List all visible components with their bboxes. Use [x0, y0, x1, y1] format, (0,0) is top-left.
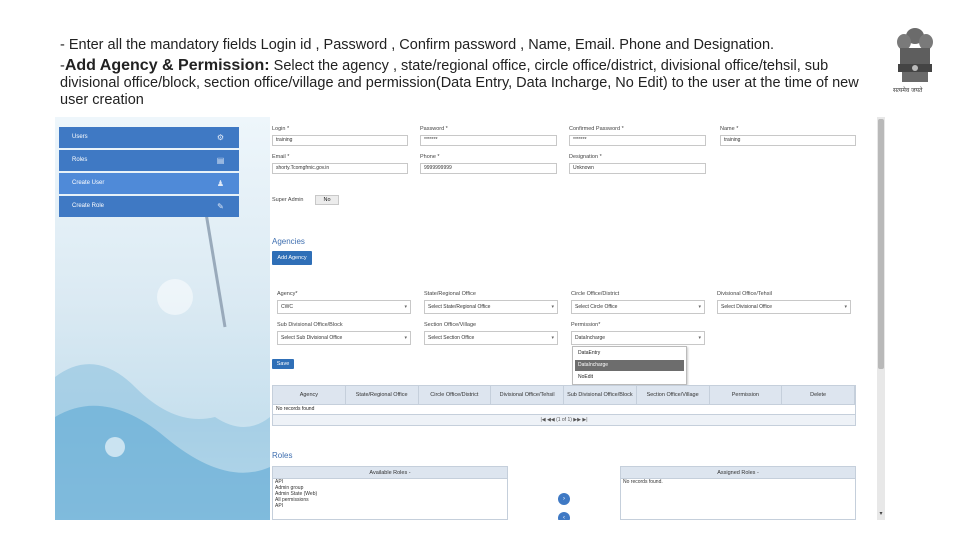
sidebar-item-label: Create Role — [72, 203, 105, 209]
name-field[interactable]: training — [720, 135, 856, 146]
sidebar — [59, 127, 239, 219]
column-header-agency[interactable]: Agency — [273, 386, 346, 404]
password-field[interactable]: ******* — [420, 135, 557, 146]
section-office-value: Select Section Office — [428, 335, 475, 341]
chevron-down-icon: ▾ — [551, 304, 554, 310]
sub-divisional-label: Sub Divisional Office/Block — [277, 322, 343, 328]
list-item[interactable]: API — [275, 479, 284, 485]
heading-prefix: - — [60, 58, 65, 74]
state-office-value: Select State/Regional Office — [428, 304, 491, 310]
available-roles-list[interactable] — [272, 466, 508, 520]
super-admin-label: Super Admin — [272, 197, 304, 203]
person-icon: ♟ — [216, 179, 225, 188]
circle-office-label: Circle Office/District — [571, 291, 620, 297]
circle-office-select[interactable] — [571, 300, 705, 314]
divisional-office-select[interactable] — [717, 300, 851, 314]
table-header — [272, 385, 856, 405]
chevron-down-icon: ▾ — [698, 304, 701, 310]
save-button[interactable]: Save — [272, 359, 294, 369]
instruction-body: Select the agency , state/regional office, circle office/district, divisional office/tehsil, sub divisional office/block, section office/village and permission(Data Entry, Data Incharge, No Edit) to the user at the time of new user creation — [60, 58, 859, 108]
confirm-password-field[interactable]: ******* — [569, 135, 706, 146]
sidebar-item-label: Users — [72, 134, 88, 140]
agency-label: Agency* — [277, 291, 298, 297]
chevron-down-icon: ▾ — [844, 304, 847, 310]
chevron-down-icon: ▾ — [404, 335, 407, 341]
section-office-label: Section Office/Village — [424, 322, 477, 328]
name-label: Name * — [720, 126, 739, 132]
list-item[interactable]: Admin State (Web) — [275, 491, 318, 497]
password-label: Password * — [420, 126, 448, 132]
phone-field[interactable]: 9999999999 — [420, 163, 557, 174]
sub-divisional-value: Select Sub Divisional Office — [281, 335, 343, 341]
roles-section-title: Roles — [272, 451, 293, 460]
move-right-button[interactable]: › — [558, 493, 570, 505]
email-field[interactable]: shorty.Tcomgfrnic.gov.in — [272, 163, 408, 174]
scrollbar-thumb[interactable] — [878, 119, 884, 369]
emblem-caption: सत्यमेव जयते — [893, 87, 923, 94]
sidebar-item-roles[interactable] — [59, 150, 239, 171]
national-emblem-icon — [890, 24, 940, 92]
permission-option-no-edit[interactable]: NoEdit — [578, 374, 594, 380]
state-office-select[interactable] — [424, 300, 558, 314]
circle-office-value: Select Circle Office — [575, 304, 618, 310]
permission-select[interactable] — [571, 331, 705, 345]
column-header-state-office[interactable]: State/Regional Office — [346, 386, 419, 404]
table-pager[interactable]: |◀ ◀◀ (1 of 1) ▶▶ ▶| — [272, 414, 856, 426]
sidebar-item-create-role[interactable] — [59, 196, 239, 217]
designation-label: Designation * — [569, 154, 602, 160]
state-office-label: State/Regional Office — [424, 291, 476, 297]
confirm-password-label: Confirmed Password * — [569, 126, 624, 132]
chevron-down-icon: ▾ — [698, 335, 701, 341]
users-icon: ⚙ — [216, 133, 225, 142]
instruction-heading: Add Agency & Permission: — [64, 57, 270, 74]
assigned-roles-empty: No records found. — [623, 479, 663, 485]
create-role-icon: ✎ — [217, 202, 224, 211]
list-item[interactable]: All permissions — [275, 497, 309, 503]
email-label: Email * — [272, 154, 290, 160]
divisional-office-label: Divisional Office/Tehsil — [717, 291, 772, 297]
main-panel — [270, 117, 877, 520]
agency-value: CWC — [281, 304, 293, 310]
column-header-section-office[interactable]: Section Office/Village — [637, 386, 710, 404]
permission-dropdown — [572, 346, 687, 385]
column-header-permission[interactable]: Permission — [710, 386, 783, 404]
super-admin-toggle[interactable]: No — [315, 195, 339, 205]
permission-label: Permission* — [571, 322, 601, 328]
section-office-select[interactable] — [424, 331, 558, 345]
table-empty-message: No records found — [272, 405, 856, 414]
add-agency-button[interactable]: Add Agency — [272, 251, 312, 265]
sidebar-item-users[interactable] — [59, 127, 239, 148]
list-item[interactable]: Admin group — [275, 485, 304, 491]
sidebar-item-create-user[interactable] — [59, 173, 239, 194]
column-header-sub-divisional-office[interactable]: Sub Divisional Office/Block — [564, 386, 637, 404]
app-screenshot — [55, 117, 885, 520]
sidebar-item-label: Roles — [72, 157, 88, 163]
sub-divisional-select[interactable] — [277, 331, 411, 345]
scroll-down-icon[interactable]: ▾ — [879, 511, 883, 517]
agencies-table — [272, 385, 856, 426]
move-left-button[interactable]: ‹ — [558, 512, 570, 520]
sidebar-item-label: Create User — [72, 180, 105, 186]
column-header-delete[interactable]: Delete — [782, 386, 855, 404]
permission-option-data-entry[interactable]: DataEntry — [578, 350, 601, 356]
roles-icon: ▤ — [216, 156, 225, 165]
column-header-divisional-office[interactable]: Divisional Office/Tehsil — [491, 386, 564, 404]
chevron-down-icon: ▾ — [551, 335, 554, 341]
slide-instructions — [60, 37, 880, 109]
phone-label: Phone * — [420, 154, 440, 160]
agency-select[interactable] — [277, 300, 411, 314]
divisional-office-value: Select Divisional Office — [721, 304, 773, 310]
login-label: Login * — [272, 126, 290, 132]
instruction-paragraph-2 — [60, 57, 880, 109]
column-header-circle-office[interactable]: Circle Office/District — [419, 386, 492, 404]
agencies-section-title: Agencies — [272, 237, 305, 246]
assigned-roles-list[interactable] — [620, 466, 856, 520]
designation-field[interactable]: Unknown — [569, 163, 706, 174]
assigned-roles-header: Assigned Roles - — [621, 467, 855, 479]
list-item[interactable]: API — [275, 503, 284, 509]
chevron-down-icon: ▾ — [404, 304, 407, 310]
permission-option-data-incharge[interactable]: DataIncharge — [575, 360, 684, 371]
available-roles-header: Available Roles - — [273, 467, 507, 479]
permission-value: DataIncharge — [575, 335, 606, 341]
instruction-line-1: - Enter all the mandatory fields Login id , Password , Confirm password , Name, Email. Phone and Designation. — [60, 37, 775, 53]
login-field[interactable]: training — [272, 135, 408, 146]
